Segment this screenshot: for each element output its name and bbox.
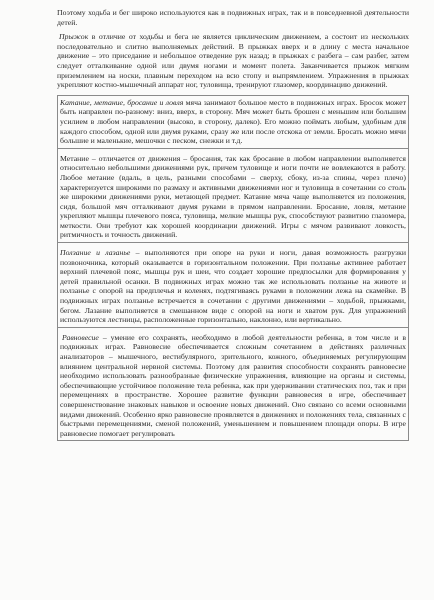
- document-body: [57, 8, 409, 441]
- paragraph-text: – умение его сохранять, необходимо в любой деятельности ребенка, в том числе и в подвижных играх. Равновесие обеспечивается сложным сочетанием в действиях различных анализаторов – мышечного, вестибулярного, зрительного, кожного, объединяемых регулирующим влиянием центральной нервной системы. Поэтому для развития способности сохранять равновесие необходимо использовать разнообразные физические упражнения, влияющие на органы и системы, обеспечивающие устойчивое положение тела ребенка, как при удерживании статических поз, так и при перемещениях в пространстве. Хорошее развитие функции равновесия в игре, обеспечивает совершенствование знаковых навыков и освоение новых движений. Оно связано со всеми основными видами движений. Особенно ярко равновесие проявляется в движениях и положениях тела, связанных с быстрыми перемещениями, сменой положений, уменьшением и повышением площади опоры. В игре равновесие помогает регулировать: [60, 332, 406, 438]
- paragraph-balance: [60, 330, 406, 439]
- paragraph-text: мяча занимают большое место в подвижных играх. Бросок может быть направлен по-разному: вниз, вверх, в сторону. Мяч может быть брошен с меньшим или большим усилием в любом направлении (высоко, в сторону, далеко). Его можно поймать любым, удобным для каждого способом, одной или двумя руками, сразу же или после отскока от земли. Бросать можно мячи большие и маленькие, мешочки с песком, снежки и т.д.: [60, 97, 407, 146]
- paragraph-ball-throwing: [60, 98, 406, 146]
- paragraph-text: Поэтому ходьба и бег широко используются как в подвижных играх, так и в повседневной деятельности детей.: [57, 8, 409, 27]
- paragraph-lead: Ползание и лазанье: [60, 248, 131, 258]
- paragraph-throwing: [60, 151, 406, 240]
- paragraph-text: Метание – отличается от движения – бросания, так как бросание в любом направлении выполняется относительно небольшими движениями рук, причем туловище и ноги почти не вовлекаются в работу. Любое метание (вдаль, в цель, разными способами – сверху, сбоку, из-за спины, через плечо) характеризуется широкими по размаху и активными движениями ног и туловища в сочетании со столь же широкими движениями руки, метающей предмет. Катание мяча чаще выполняется из положения, сидя, большой мяч отталкивают двумя руками в прямом направлении. Бросание, ловля, метание укрепляют мышцы плечевого пояса, туловища, мелкие мышцы рук, способствуют развитию глазомера, меткости. Они требуют как хорошей координации движений. Игры с мячом развивают ловкость, ритмичность и точность движений.: [60, 153, 406, 240]
- paragraph-jumping: [57, 32, 409, 90]
- paragraph-lead: Катание, метание, бросание и ловля: [60, 97, 184, 107]
- paragraph-text: в отличие от ходьбы и бега не является циклическим движением, а состоит из нескольких последовательно и слитно выполняемых действий. В прыжках вверх и в длину с места начальное движение – это приседание и небольшое отведение рук назад; в прыжках с разбега – сам разбег, затем следует отталкивание одной или двумя ногами и момент полета. Заканчивается прыжок мягким приземлением на носки, плавным переходом на всю стопу и выпрямлением. Упражнения в прыжках укрепляют костно-мышечный аппарат ног, туловища, тренируют глазомер, координацию движений.: [57, 32, 409, 90]
- bordered-section-balance: [57, 328, 409, 442]
- paragraph-crawling: [60, 245, 406, 325]
- bordered-section-throwing: [57, 149, 409, 243]
- paragraph-walking-running: [57, 8, 409, 27]
- paragraph-lead: Прыжок: [59, 32, 89, 42]
- bordered-section-ball-games: [57, 95, 409, 149]
- bordered-section-crawling: [57, 243, 409, 328]
- paragraph-text: – выполняются при опоре на руки и ноги, давая возможность разгрузки позвоночника, который оказывается в горизонтальном положении. При ползанье активнее работает верхний плечевой пояс, мышцы рук и шеи, что создает хорошие предпосылки для формирования у детей правильной осанки. В подвижных играх можно так же использовать ползанье на животе и ползанье с опорой на предплечья и коленях, подтягиваясь руками в положении лежа на скамейке. В подвижных играх ползанье встречается в сочетании с другими движениями – ходьбой, прыжками, бегом. Лазание выполняется в смешанном виде с опорой на ноги и хватом рук. Для упражнений используются лестницы, расположенные горизонтально, наклонно, или вертикально.: [60, 248, 407, 325]
- paragraph-lead: Равновесие: [62, 332, 99, 342]
